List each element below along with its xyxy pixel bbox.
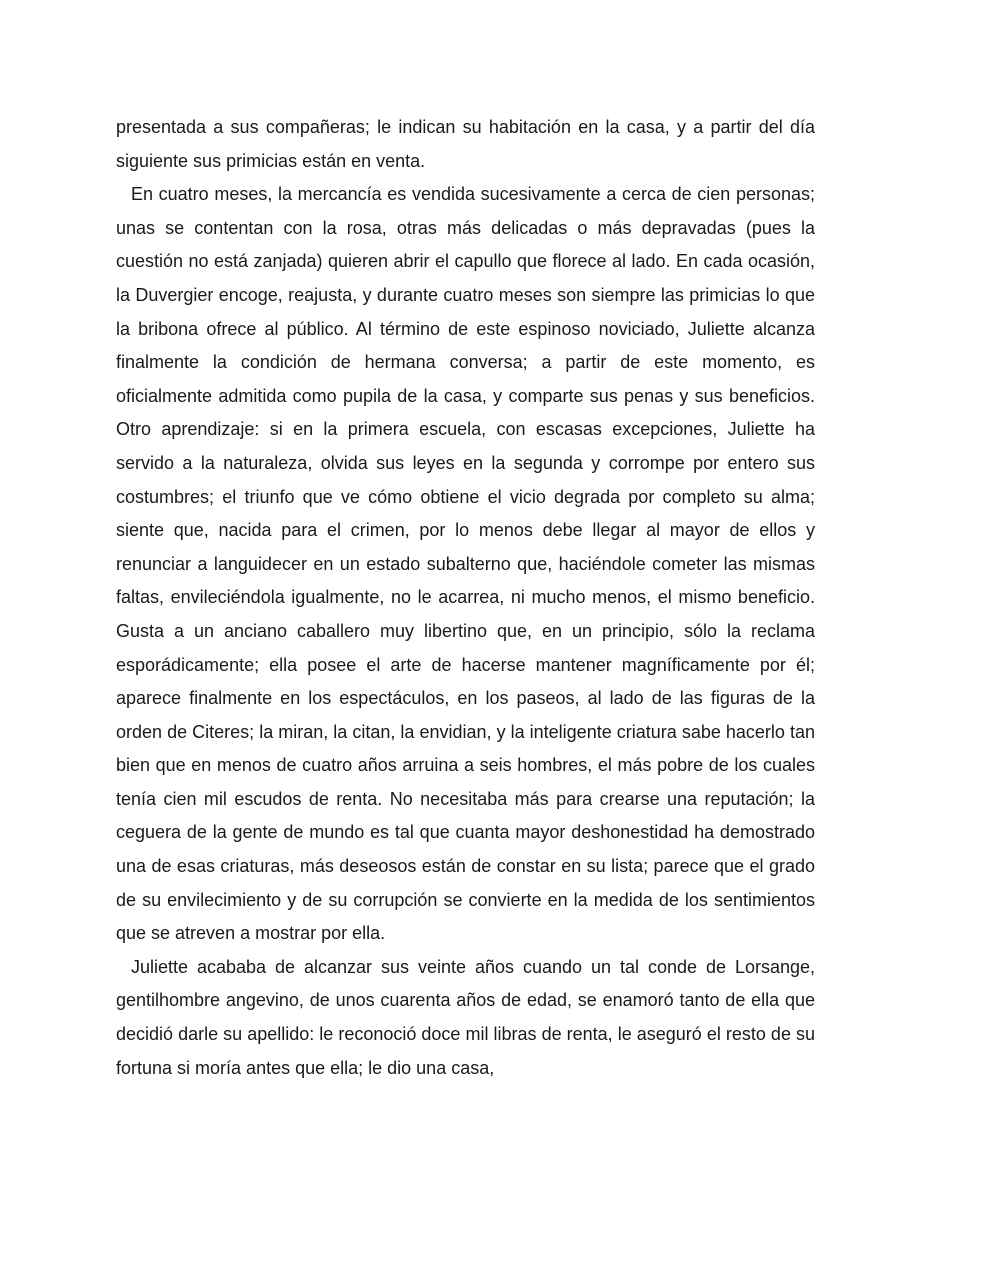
- paragraph-continuation: presentada a sus compañeras; le indican su habitación en la casa, y a partir del día siguiente sus primicias están en venta.: [116, 117, 815, 171]
- paragraph-four-months: En cuatro meses, la mercancía es vendida sucesivamente a cerca de cien personas; unas se contentan con la rosa, otras más delicadas o más depravadas (pues la cuestión no está zanjada) quieren abrir el capullo que florece al lado. En cada ocasión, la Duvergier encoge, reajusta, y durante cuatro meses son siempre las primicias lo que la bribona ofrece al público. Al término de este espinoso noviciado, Juliette alcanza finalmente la condición de hermana conversa; a partir de este momento, es oficialmente admitida como pupila de la casa, y comparte sus penas y sus beneficios. Otro aprendizaje: si en la primera escuela, con escasas excepciones, Juliette ha servido a la naturaleza, olvida sus leyes en la segunda y corrompe por entero sus costumbres; el triunfo que ve cómo obtiene el vicio degrada por completo su alma; siente que, nacida para el crimen, por lo menos debe llegar al mayor de ellos y renunciar a languidecer en un estado subalterno que, haciéndole cometer las mismas faltas, envileciéndola igualmente, no le acarrea, ni mucho menos, el mismo beneficio. Gusta a un anciano caballero muy libertino que, en un principio, sólo la reclama esporádicamente; ella posee el arte de hacerse mantener magníficamente por él; aparece finalmente en los espectáculos, en los paseos, al lado de las figuras de la orden de Citeres; la miran, la citan, la envidian, y la inteligente criatura sabe hacerlo tan bien que en menos de cuatro años arruina a seis hombres, el más pobre de los cuales tenía cien mil escudos de renta. No necesitaba más para crearse una reputación; la ceguera de la gente de mundo es tal que cuanta mayor deshonestidad ha demostrado una de esas criaturas, más deseosos están de constar en su lista; parece que el grado de su envilecimiento y de su corrupción se convierte en la medida de los sentimientos que se atreven a mostrar por ella.: [116, 184, 815, 944]
- paragraph-count-lorsange: Juliette acababa de alcanzar sus veinte años cuando un tal conde de Lorsange, gentilhombre angevino, de unos cuarenta años de edad, se enamoró tanto de ella que decidió darle su apellido: le reconoció doce mil libras de renta, le aseguró el resto de su fortuna si moría antes que ella; le dio una casa,: [116, 956, 815, 1078]
- document-page: [116, 111, 815, 1085]
